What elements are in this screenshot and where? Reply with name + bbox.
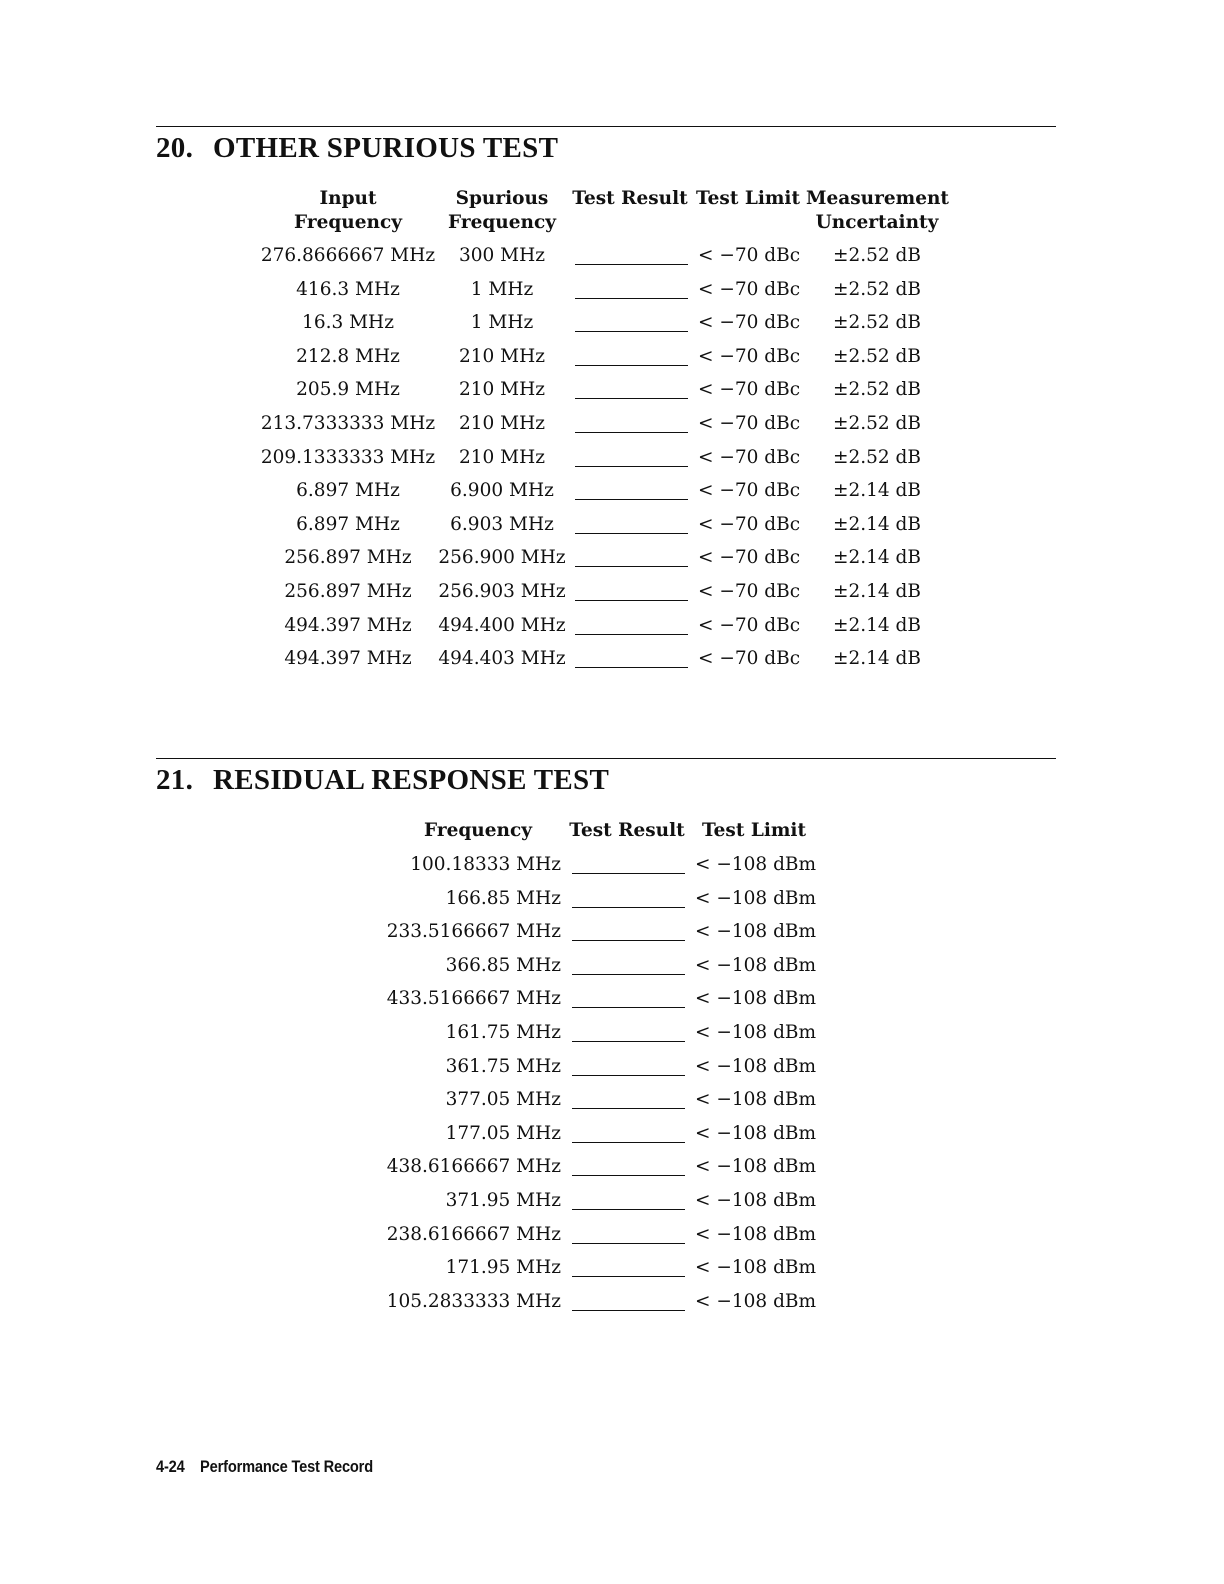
spurious-frequency: 494.403 MHz bbox=[438, 648, 566, 670]
input-frequency: 209.1333333 MHz bbox=[260, 446, 436, 468]
spurious-frequency: 300 MHz bbox=[458, 245, 545, 266]
input-frequency: 416.3 MHz bbox=[296, 278, 400, 300]
frequency: 166.85 MHz bbox=[445, 887, 561, 909]
input-frequency: 256.897 MHz bbox=[284, 581, 412, 602]
frequency: 361.75 MHz bbox=[445, 1055, 561, 1077]
test-limit: < −108 dBm bbox=[695, 1122, 817, 1144]
frequency: 433.5166667 MHz bbox=[386, 988, 561, 1010]
measurement-uncertainty: ±2.52 dB bbox=[832, 345, 921, 367]
test-limit: < −70 dBc bbox=[698, 278, 801, 300]
section-21-title bbox=[156, 764, 609, 797]
test-limit: < −108 dBm bbox=[695, 1055, 817, 1077]
test-result-blank[interactable] bbox=[572, 907, 685, 908]
input-frequency: 205.9 MHz bbox=[296, 379, 400, 401]
spurious-frequency: 210 MHz bbox=[458, 345, 545, 367]
header-line: Uncertainty bbox=[815, 212, 939, 233]
col-header-test-result: Test Result bbox=[572, 188, 688, 209]
test-limit: < −108 dBm bbox=[695, 887, 817, 909]
test-limit: < −70 dBc bbox=[698, 513, 801, 535]
input-frequency: 213.7333333 MHz bbox=[260, 413, 436, 434]
test-limit: < −70 dBc bbox=[698, 413, 801, 434]
input-frequency: 6.897 MHz bbox=[296, 480, 400, 502]
test-limit: < −70 dBc bbox=[698, 547, 801, 569]
input-frequency: 494.397 MHz bbox=[284, 648, 412, 670]
frequency: 177.05 MHz bbox=[445, 1122, 561, 1144]
page-footer bbox=[156, 1457, 373, 1477]
input-frequency: 6.897 MHz bbox=[296, 513, 400, 535]
spurious-frequency: 210 MHz bbox=[458, 446, 545, 468]
input-frequency: 494.397 MHz bbox=[284, 614, 412, 636]
frequency: 371.95 MHz bbox=[445, 1190, 561, 1211]
section-21-rule bbox=[156, 758, 1056, 759]
test-result-blank[interactable] bbox=[572, 974, 685, 975]
test-result-blank[interactable] bbox=[572, 1243, 685, 1244]
test-limit: < −70 dBc bbox=[698, 345, 801, 367]
spurious-frequency: 1 MHz bbox=[470, 312, 534, 334]
test-result-blank[interactable] bbox=[575, 600, 688, 601]
measurement-uncertainty: ±2.14 dB bbox=[832, 480, 921, 502]
frequency: 105.2833333 MHz bbox=[386, 1290, 561, 1312]
test-limit: < −108 dBm bbox=[695, 1022, 817, 1043]
test-limit: < −108 dBm bbox=[695, 988, 817, 1010]
section-20-title-text: OTHER SPURIOUS TEST bbox=[213, 132, 559, 164]
test-result-blank[interactable] bbox=[575, 466, 688, 467]
measurement-uncertainty: ±2.14 dB bbox=[832, 581, 921, 602]
test-limit: < −108 dBm bbox=[695, 1190, 817, 1211]
col-header-test-limit: Test Limit bbox=[702, 820, 806, 841]
spurious-frequency: 256.903 MHz bbox=[438, 581, 566, 602]
test-result-blank[interactable] bbox=[575, 634, 688, 635]
measurement-uncertainty: ±2.52 dB bbox=[832, 312, 921, 334]
measurement-uncertainty: ±2.52 dB bbox=[832, 278, 921, 300]
test-limit: < −108 dBm bbox=[695, 854, 817, 875]
col-header-test-result: Test Result bbox=[569, 820, 685, 841]
section-21-title-text: RESIDUAL RESPONSE TEST bbox=[213, 764, 610, 796]
test-result-blank[interactable] bbox=[575, 667, 688, 668]
input-frequency: 16.3 MHz bbox=[302, 312, 394, 334]
test-limit: < −108 dBm bbox=[695, 1257, 817, 1279]
test-result-blank[interactable] bbox=[572, 1007, 685, 1008]
col-header-input-frequency bbox=[258, 187, 438, 235]
test-result-blank[interactable] bbox=[572, 1175, 685, 1176]
test-result-blank[interactable] bbox=[575, 298, 688, 299]
frequency: 238.6166667 MHz bbox=[386, 1223, 561, 1245]
test-result-blank[interactable] bbox=[575, 533, 688, 534]
col-header-measurement-uncertainty bbox=[806, 187, 948, 235]
measurement-uncertainty: ±2.52 dB bbox=[832, 413, 921, 434]
header-line: Input bbox=[319, 188, 377, 209]
test-limit: < −108 dBm bbox=[695, 1156, 817, 1178]
test-result-blank[interactable] bbox=[572, 1276, 685, 1277]
test-result-blank[interactable] bbox=[572, 873, 685, 874]
test-result-blank[interactable] bbox=[572, 1142, 685, 1143]
frequency: 161.75 MHz bbox=[445, 1022, 561, 1043]
test-limit: < −70 dBc bbox=[698, 648, 801, 670]
test-result-blank[interactable] bbox=[575, 264, 688, 265]
test-result-blank[interactable] bbox=[572, 1310, 685, 1311]
frequency: 366.85 MHz bbox=[445, 954, 561, 976]
frequency: 171.95 MHz bbox=[445, 1257, 561, 1279]
section-20-rule bbox=[156, 126, 1056, 127]
header-line: Frequency bbox=[294, 212, 402, 233]
input-frequency: 276.8666667 MHz bbox=[260, 245, 436, 266]
frequency: 100.18333 MHz bbox=[410, 854, 561, 875]
test-limit: < −70 dBc bbox=[698, 446, 801, 468]
test-result-blank[interactable] bbox=[575, 398, 688, 399]
header-line: Spurious bbox=[455, 188, 549, 209]
section-21-number: 21. bbox=[156, 764, 194, 796]
input-frequency: 256.897 MHz bbox=[284, 547, 412, 569]
test-result-blank[interactable] bbox=[575, 499, 688, 500]
frequency: 377.05 MHz bbox=[445, 1089, 561, 1111]
section-20-number: 20. bbox=[156, 132, 194, 164]
frequency: 438.6166667 MHz bbox=[386, 1156, 561, 1178]
frequency: 233.5166667 MHz bbox=[386, 921, 561, 943]
test-result-blank[interactable] bbox=[575, 432, 688, 433]
test-limit: < −108 dBm bbox=[695, 1223, 817, 1245]
spurious-frequency: 6.900 MHz bbox=[450, 480, 554, 502]
measurement-uncertainty: ±2.52 dB bbox=[832, 379, 921, 401]
test-limit: < −108 dBm bbox=[695, 1290, 817, 1312]
spurious-frequency: 256.900 MHz bbox=[438, 547, 566, 569]
section-20-title bbox=[156, 132, 558, 165]
test-limit: < −70 dBc bbox=[698, 480, 801, 502]
col-header-spurious-frequency bbox=[432, 187, 572, 235]
header-line: Measurement bbox=[806, 188, 949, 209]
test-limit: < −70 dBc bbox=[698, 581, 801, 602]
measurement-uncertainty: ±2.52 dB bbox=[832, 245, 921, 266]
measurement-uncertainty: ±2.14 dB bbox=[832, 513, 921, 535]
measurement-uncertainty: ±2.14 dB bbox=[832, 614, 921, 636]
test-limit: < −70 dBc bbox=[698, 312, 801, 334]
test-result-blank[interactable] bbox=[575, 331, 688, 332]
test-limit: < −70 dBc bbox=[698, 379, 801, 401]
test-limit: < −70 dBc bbox=[698, 245, 801, 266]
test-result-blank[interactable] bbox=[572, 1108, 685, 1109]
input-frequency: 212.8 MHz bbox=[296, 345, 400, 367]
spurious-frequency: 210 MHz bbox=[458, 379, 545, 401]
measurement-uncertainty: ±2.14 dB bbox=[832, 648, 921, 670]
spurious-frequency: 494.400 MHz bbox=[438, 614, 566, 636]
spurious-frequency: 6.903 MHz bbox=[450, 513, 554, 535]
test-limit: < −108 dBm bbox=[695, 921, 817, 943]
measurement-uncertainty: ±2.14 dB bbox=[832, 547, 921, 569]
measurement-uncertainty: ±2.52 dB bbox=[832, 446, 921, 468]
spurious-frequency: 210 MHz bbox=[458, 413, 545, 434]
test-result-blank[interactable] bbox=[572, 1209, 685, 1210]
footer-title: Performance Test Record bbox=[200, 1457, 373, 1476]
test-result-blank[interactable] bbox=[572, 1075, 685, 1076]
test-limit: < −70 dBc bbox=[698, 614, 801, 636]
test-limit: < −108 dBm bbox=[695, 1089, 817, 1111]
test-result-blank[interactable] bbox=[575, 365, 688, 366]
col-header-test-limit: Test Limit bbox=[696, 188, 800, 209]
test-result-blank[interactable] bbox=[575, 566, 688, 567]
test-limit: < −108 dBm bbox=[695, 954, 817, 976]
header-line: Frequency bbox=[448, 212, 556, 233]
test-result-blank[interactable] bbox=[572, 1041, 685, 1042]
spurious-frequency: 1 MHz bbox=[470, 278, 534, 300]
test-result-blank[interactable] bbox=[572, 940, 685, 941]
col-header-frequency: Frequency bbox=[424, 820, 532, 841]
page-number: 4-24 bbox=[156, 1457, 185, 1476]
